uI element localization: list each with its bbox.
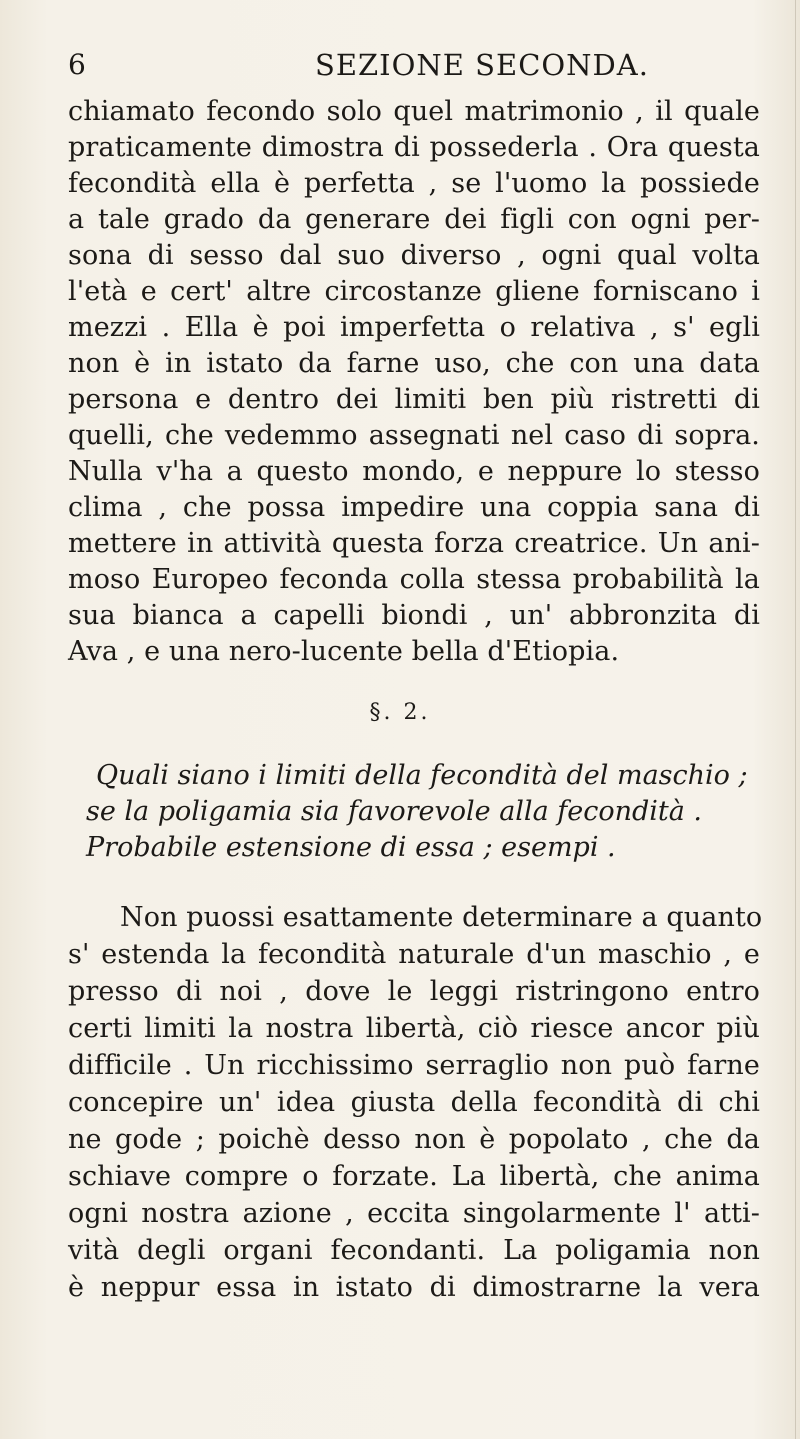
text-line: mezzi . Ella è poi imperfetta o relativa , s' egli (68, 312, 760, 343)
text-line: persona e dentro dei limiti ben più ristretti di (68, 384, 760, 415)
text-line: mettere in attività questa forza creatrice. Un ani- (68, 528, 760, 559)
text-line: moso Europeo feconda colla stessa probabilità la (68, 564, 760, 595)
text-line: difficile . Un ricchissimo serraglio non può farne (68, 1050, 760, 1081)
page-header (68, 48, 760, 88)
text-line: sona di sesso dal suo diverso , ogni qual volta (68, 240, 760, 271)
text-line: Non puossi esattamente determinare a quanto (120, 902, 763, 933)
text-line: ogni nostra azione , eccita singolarmente l' atti- (68, 1198, 760, 1229)
running-head: SEZIONE SECONDA. (315, 48, 649, 82)
text-line: a tale grado da generare dei figli con ogni per- (68, 204, 760, 235)
text-line: Ava , e una nero-lucente bella d'Etiopia. (68, 636, 620, 667)
text-line: s' estenda la fecondità naturale d'un maschio , e (68, 939, 760, 970)
text-line: quelli, che vedemmo assegnati nel caso di sopra. (68, 420, 760, 451)
text-line: non è in istato da farne uso, che con una data (68, 348, 760, 379)
text-line: è neppur essa in istato di dimostrarne la vera (68, 1272, 760, 1303)
text-line: chiamato fecondo solo quel matrimonio , il quale (68, 96, 760, 127)
text-line: presso di noi , dove le leggi ristringono entro (68, 976, 760, 1007)
summary-line: se la poligamia sia favorevole alla fecondità . (86, 796, 703, 827)
text-line: concepire un' idea giusta della fecondità di chi (68, 1087, 760, 1118)
text-line: sua bianca a capelli biondi , un' abbronzita di (68, 600, 760, 631)
text-line: fecondità ella è perfetta , se l'uomo la possiede (68, 168, 760, 199)
summary-line: Quali siano i limiti della fecondità del maschio ; (96, 760, 748, 791)
text-line: Nulla v'ha a questo mondo, e neppure lo stesso (68, 456, 760, 487)
summary-line: Probabile estensione di essa ; esempi . (86, 832, 616, 863)
section-number: §. 2. (369, 700, 431, 725)
text-line: ne gode ; poichè desso non è popolato , che da (68, 1124, 760, 1155)
text-line: clima , che possa impedire una coppia sana di (68, 492, 760, 523)
text-line: vità degli organi fecondanti. La poligamia non (68, 1235, 760, 1266)
page-number: 6 (68, 48, 87, 81)
text-line: schiave compre o forzate. La libertà, che anima (68, 1161, 760, 1192)
text-line: praticamente dimostra di possederla . Ora questa (68, 132, 760, 163)
text-line: l'età e cert' altre circostanze gliene forniscano i (68, 276, 760, 307)
text-line: certi limiti la nostra libertà, ciò riesce ancor più (68, 1013, 760, 1044)
